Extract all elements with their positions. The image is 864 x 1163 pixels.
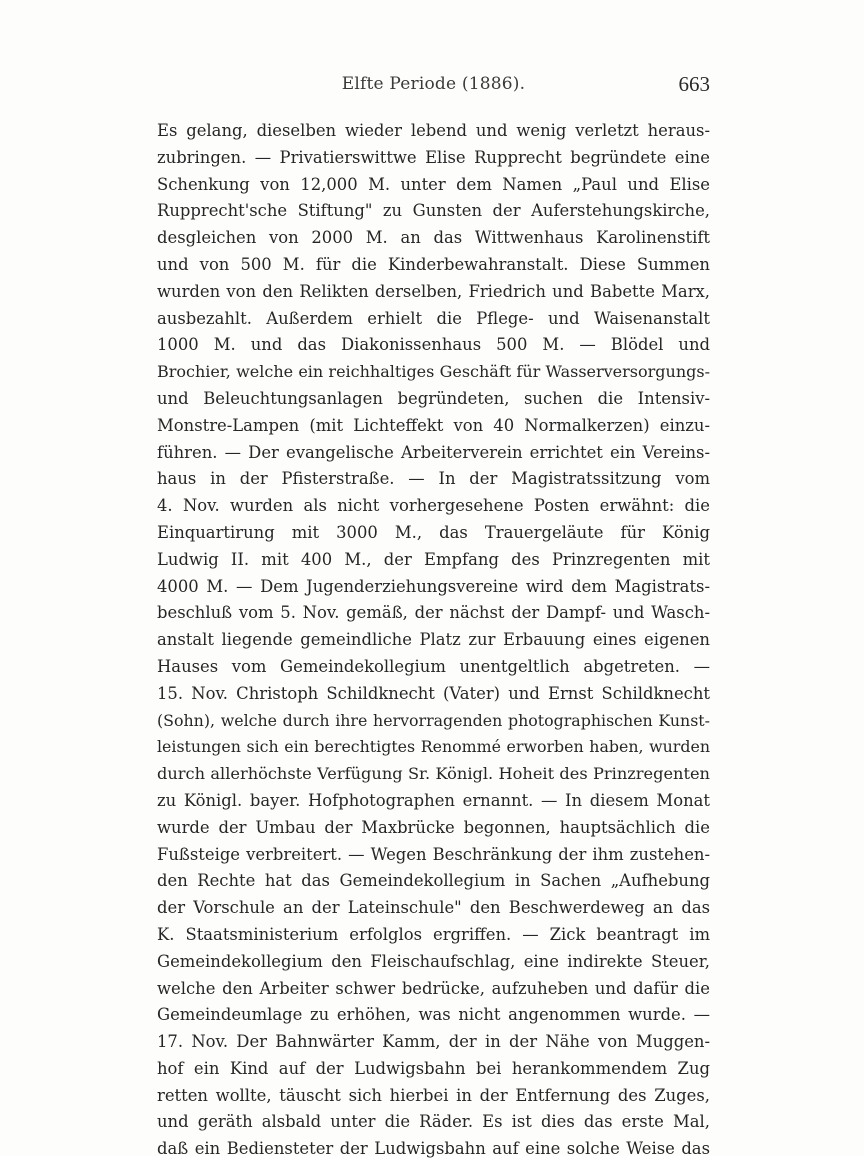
text-line: und Beleuchtungsanlagen begründeten, suchen die Intensiv- [157, 388, 710, 408]
text-line: (Sohn), welche durch ihre hervorragenden photographischen Kunst- [157, 710, 710, 730]
text-line: retten wollte, täuscht sich hierbei in der Entfernung des Zuges, [157, 1085, 710, 1105]
text-line: 4. Nov. wurden als nicht vorhergesehene Posten erwähnt: die [157, 496, 710, 516]
text-line: Es gelang, dieselben wieder lebend und wenig verletzt heraus- [157, 121, 710, 140]
text-line: zubringen. — Privatierswittwe Elise Rupprecht begründete eine [157, 147, 710, 167]
text-line: führen. — Der evangelische Arbeiterverein errichtet ein Vereins- [157, 442, 710, 462]
text-line: der Vorschule an der Lateinschule" den Beschwerdeweg an das [157, 898, 710, 918]
text-line: K. Staatsministerium erfolglos ergriffen. — Zick beantragt im [157, 924, 710, 944]
text-line: Einquartirung mit 3000 M., das Trauergeläute für König [157, 522, 710, 542]
text-line: und geräth alsbald unter die Räder. Es ist dies das erste Mal, [157, 1112, 710, 1132]
page-number: 663 [678, 72, 710, 96]
text-line: daß ein Bediensteter der Ludwigsbahn auf eine solche Weise das [157, 1139, 710, 1159]
text-line: zu Königl. bayer. Hofphotographen ernannt. — In diesem Monat [157, 790, 710, 810]
text-line: haus in der Pfisterstraße. — In der Magistratssitzung vom [157, 469, 710, 489]
text-line: Gemeindekollegium den Fleischaufschlag, eine indirekte Steuer, [157, 951, 710, 971]
text-line: 17. Nov. Der Bahnwärter Kamm, der in der Nähe von Muggen- [157, 1032, 710, 1052]
text-line: Monstre-Lampen (mit Lichteffekt von 40 Normalkerzen) einzu- [157, 415, 710, 435]
text-line: 4000 M. — Dem Jugenderziehungsvereine wird dem Magistrats- [157, 576, 710, 596]
text-line: Gemeindeumlage zu erhöhen, was nicht angenommen wurde. — [157, 1005, 710, 1025]
text-line: hof ein Kind auf der Ludwigsbahn bei herankommendem Zug [157, 1058, 710, 1078]
text-line: Hauses vom Gemeindekollegium unentgeltlich abgetreten. — [157, 656, 710, 676]
text-line: Ludwig II. mit 400 M., der Empfang des Prinzregenten mit [157, 549, 710, 569]
text-line: wurde der Umbau der Maxbrücke begonnen, hauptsächlich die [157, 817, 710, 837]
page-header [157, 74, 710, 104]
text-line: desgleichen von 2000 M. an das Wittwenhaus Karolinenstift [157, 228, 710, 248]
text-line: ausbezahlt. Außerdem erhielt die Pflege- und Waisenanstalt [157, 308, 710, 328]
text-line: Fußsteige verbreitert. — Wegen Beschränkung der ihm zustehen- [157, 844, 710, 864]
text-line: welche den Arbeiter schwer bedrücke, aufzuheben und dafür die [157, 978, 710, 998]
text-line: 15. Nov. Christoph Schildknecht (Vater) und Ernst Schildknecht [157, 683, 710, 703]
body-text [157, 118, 710, 1159]
text-line: Brochier, welche ein reichhaltiges Geschäft für Wasserversorgungs- [157, 362, 710, 382]
running-title: Elfte Periode (1886). [341, 74, 526, 94]
text-line: 1000 M. und das Diakonissenhaus 500 M. — Blödel und [157, 335, 710, 355]
text-line: anstalt liegende gemeindliche Platz zur Erbauung eines eigenen [157, 630, 710, 650]
text-line: und von 500 M. für die Kinderbewahranstalt. Diese Summen [157, 254, 710, 274]
text-line: wurden von den Relikten derselben, Friedrich und Babette Marx, [157, 281, 710, 301]
text-line: den Rechte hat das Gemeindekollegium in Sachen „Aufhebung [157, 871, 710, 891]
text-line: leistungen sich ein berechtigtes Renommé erworben haben, wurden [157, 737, 710, 757]
text-line: durch allerhöchste Verfügung Sr. Königl. Hoheit des Prinzregenten [157, 764, 710, 784]
text-line: Schenkung von 12,000 M. unter dem Namen „Paul und Elise [157, 174, 710, 194]
text-line: beschluß vom 5. Nov. gemäß, der nächst der Dampf- und Wasch- [157, 603, 710, 623]
text-line: Rupprecht'sche Stiftung" zu Gunsten der Auferstehungskirche, [157, 201, 710, 221]
